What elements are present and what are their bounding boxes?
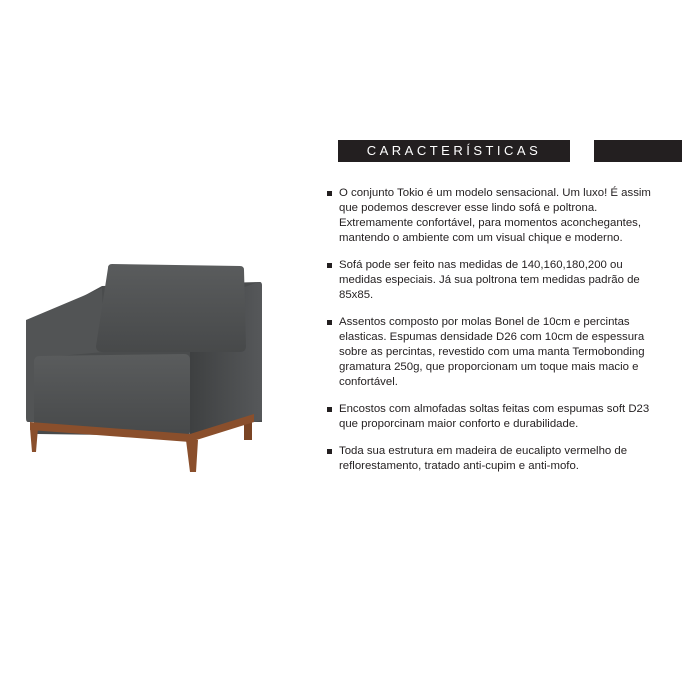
list-item bbox=[326, 402, 666, 432]
header-title: CARACTERÍSTICAS bbox=[366, 143, 542, 158]
list-item bbox=[326, 186, 666, 246]
feature-text: Sofá pode ser feito nas medidas de 140,160,180,200 ou medidas especiais. Já sua poltrona tem medidas padrão de 85x85. bbox=[339, 259, 640, 301]
feature-text: O conjunto Tokio é um modelo sensacional. Um luxo! É assim que podemos descrever esse lindo sofá e poltrona. Extremamente confortável, para momentos aconchegantes, mantendo o ambiente com um visual chique e moderno. bbox=[339, 187, 651, 244]
section-header bbox=[338, 140, 570, 162]
list-item bbox=[326, 315, 666, 390]
armchair-image bbox=[22, 262, 268, 474]
feature-text: Encostos com almofadas soltas feitas com espumas soft D23 que proporcinam maior conforto e durabilidade. bbox=[339, 403, 650, 430]
bullet-icon bbox=[327, 407, 332, 412]
bullet-icon bbox=[327, 191, 332, 196]
header-accent-bar bbox=[594, 140, 682, 162]
list-item bbox=[326, 444, 666, 474]
list-item bbox=[326, 258, 666, 303]
feature-text: Toda sua estrutura em madeira de eucalipto vermelho de reflorestamento, tratado anti-cupim e anti-mofo. bbox=[339, 445, 628, 472]
feature-text: Assentos composto por molas Bonel de 10cm e percintas elasticas. Espumas densidade D26 com 10cm de espessura sobre as percintas, revestido com uma manta Termobonding gramatura 250g, que proporcionam um toque mais macio e confortável. bbox=[339, 316, 645, 388]
bullet-icon bbox=[327, 263, 332, 268]
front-right-leg bbox=[186, 440, 198, 472]
back-cushion bbox=[96, 264, 246, 352]
features-list bbox=[326, 186, 666, 486]
seat-cushion bbox=[34, 354, 190, 436]
bullet-icon bbox=[327, 449, 332, 454]
front-left-leg bbox=[30, 428, 38, 452]
bullet-icon bbox=[327, 320, 332, 325]
